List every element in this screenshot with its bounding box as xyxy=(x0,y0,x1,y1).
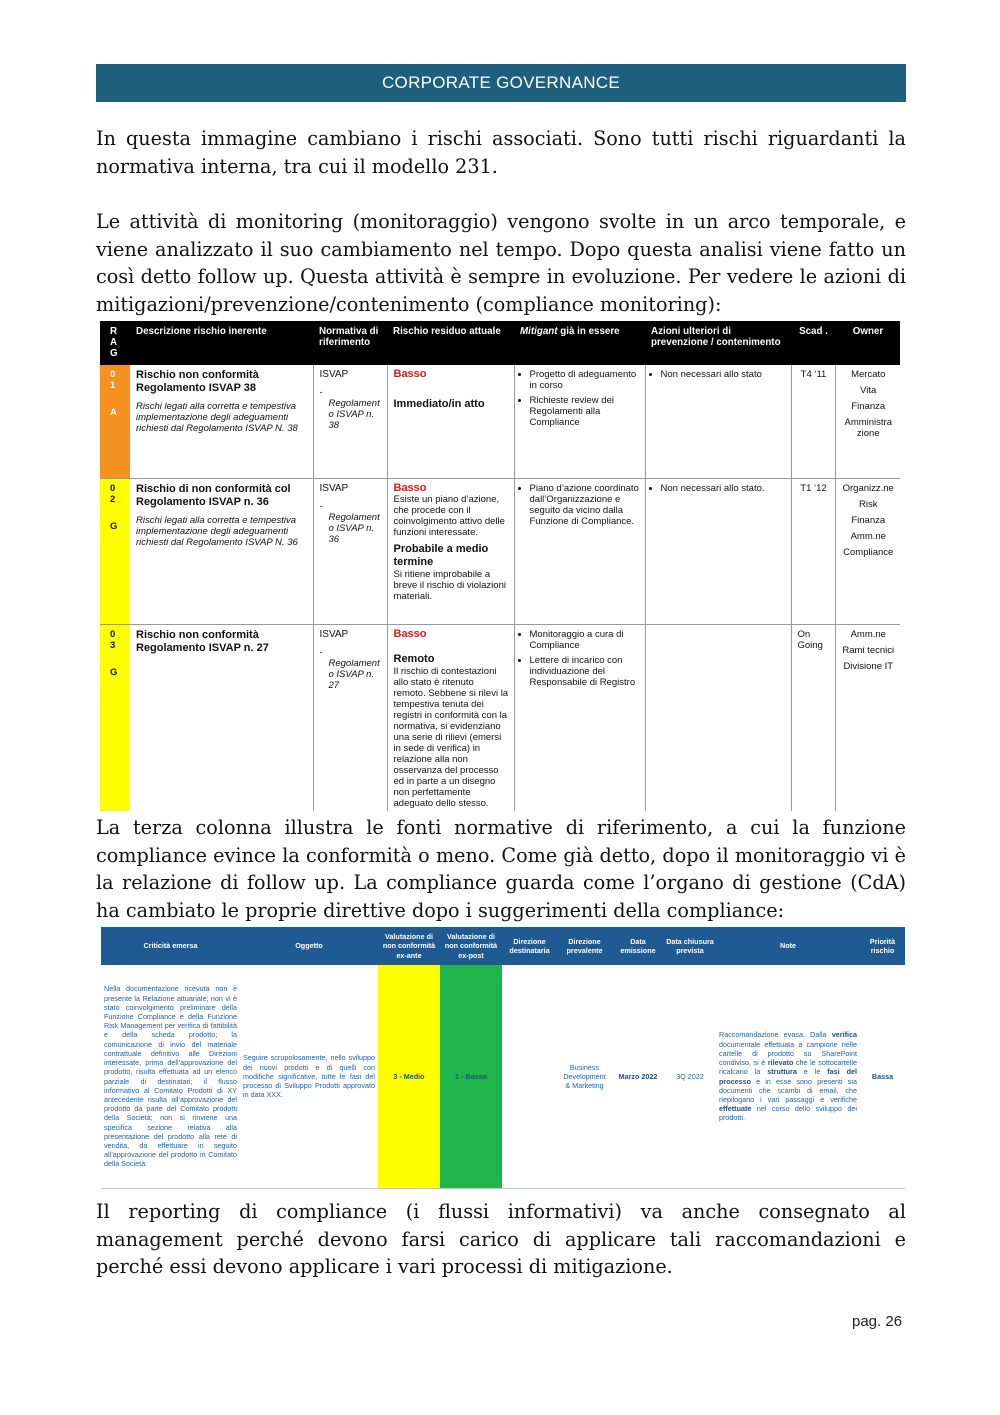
mitigant-cell xyxy=(514,365,645,478)
header-dir-prevalente: Direzione prevalente xyxy=(557,927,612,965)
norm-ref: Regolament o ISVAP n. 36 xyxy=(328,511,380,545)
chiusura-cell: 3Q 2022 xyxy=(664,965,716,1189)
rag-status: G xyxy=(110,520,118,532)
follow-up-header xyxy=(101,927,905,965)
deadline-cell: On Going xyxy=(791,624,835,811)
follow-up-table xyxy=(101,927,905,1189)
mitigant-item: • Monitoraggio a cura di Compliance xyxy=(530,629,640,651)
normativa-cell xyxy=(313,478,387,624)
rag-number: 0 2 xyxy=(110,482,116,505)
criticita-cell: Nella documentazione ricevuta non è presente la Relazione attuariale; non vi è stato coinvolgimento preliminare della Funzione Compliance e della Funzione Risk Management per verifica di fattibilità e della scheda prodotto; la comunicazione di invio del materiale contrattuale definitivo alle Direzioni interessate, prima dell’approvazione del prodotto, risulta effettuata ad un elenco parziale di destinatari; il flusso informativo al Comitato Prodotti di XY antecedente risulta all’approvazione del prodotto da parte del Comitato prodotti della Società; non si rinviene una specifica sezione relativa alla presentazione del prodotto alla rete di vendita, da effettuare in seguito all’approvazione del prodotto in Comitato della Società. xyxy=(101,965,240,1189)
mitigant-item: • Lettere di incarico con individuazione del Responsabile di Registro xyxy=(530,655,640,688)
residual-title: Probabile a medio termine xyxy=(393,542,489,568)
residual-level: Basso xyxy=(393,627,427,640)
paragraph-1: In questa immagine cambiano i rischi associati. Sono tutti rischi riguardanti la normativa interna, tra cui il modello 231. xyxy=(96,127,906,178)
rag-cell xyxy=(100,365,130,478)
header-description: Descrizione rischio inerente xyxy=(130,321,313,365)
norm-dash: - xyxy=(319,500,323,512)
residual-level: Basso xyxy=(393,481,427,494)
risk-detail: Rischi legati alla corretta e tempestiva implementazione degli adeguamenti richiesti dal Regolamento ISVAP N. 38 xyxy=(136,401,298,434)
note-cell: Raccomandazione evasa. Dalla verifica documentale effettuata a campione nelle cartelle di prodotto su SharePoint condiviso, si è rilevato che le sottocartelle ricalcano la struttura e le fasi del processo e in esse sono presenti sia documenti che scambi di email, che riepilogano i vari passaggi e verifiche effettuate nel corso dello sviluppo dei prodotti. xyxy=(716,965,860,1189)
risk-row xyxy=(100,365,900,478)
owner-cell xyxy=(835,365,900,478)
residual-note: Esiste un piano d’azione, che procede con il coinvolgimento attivo delle funzioni interessate. xyxy=(393,493,505,538)
rag-number: 0 1 xyxy=(110,369,116,391)
normativa-cell xyxy=(313,365,387,478)
residual-note: Il rischio di contestazioni allo stato è ritenuto remoto. Sebbene si rilevi la tempestiva tenuta dei registri in conformità con la normativa, si evidenziano una serie di rilievi (emersi in sede di verifica) in relazione alla non osservanza del processo ed in parte a un disegno non perfettamente adeguato dello stesso. xyxy=(393,665,509,809)
paragraph-3: La terza colonna illustra le fonti normative di riferimento, a cui la funzione compliance evince la conformità o meno. Come già detto, dopo il monitoraggio vi è la relazione di follow up. La compliance guarda come l’organo di gestione (CdA) ha cambiato le proprie direttive dopo i suggerimenti della compliance: xyxy=(96,816,906,922)
header-ex-ante: Valutazione di non conformità ex-ante xyxy=(378,927,440,965)
residual-cell xyxy=(387,624,514,811)
priorita-cell: Bassa xyxy=(860,965,905,1189)
owner-cell xyxy=(835,478,900,624)
header-criticita: Criticità emersa xyxy=(101,927,240,965)
actions-cell xyxy=(645,478,791,624)
norm-ref: Regolament o ISVAP n. 38 xyxy=(328,398,380,431)
header-owner: Owner xyxy=(835,321,900,365)
emissione-cell: Marzo 2022 xyxy=(612,965,664,1189)
norm-ref: Regolament o ISVAP n. 27 xyxy=(328,657,380,691)
header-rag: R A G xyxy=(100,321,130,365)
owner-item: Vita xyxy=(860,385,877,396)
mitigant-cell xyxy=(514,478,645,624)
owner-item: Mercato xyxy=(851,369,886,380)
header-normativa: Normativa di riferimento xyxy=(313,321,387,365)
actions-cell xyxy=(645,624,791,811)
rag-status: G xyxy=(110,666,118,678)
risk-description xyxy=(130,478,313,624)
owner-item: Finanza xyxy=(851,514,886,526)
risk-title: Rischio di non conformità col Regolamento ISVAP n. 36 xyxy=(136,482,291,508)
dir-prevalente-cell: Business Development & Marketing xyxy=(557,965,612,1189)
owner-item: Finanza xyxy=(851,401,886,412)
risk-description xyxy=(130,365,313,478)
mitigant-cell xyxy=(514,624,645,811)
action-item: • Non necessari allo stato. xyxy=(661,483,786,494)
oggetto-cell: Seguire scrupolosamente, nello sviluppo dei nuovi prodotti e di quelli con modifiche significative, tutte le fasi del processo di Sviluppo Prodotti approvato in data XXX. xyxy=(240,965,378,1189)
action-item: • Non necessari allo stato xyxy=(661,369,786,380)
residual-cell xyxy=(387,478,514,624)
residual-title: Immediato/in atto xyxy=(393,398,485,410)
header-note: Note xyxy=(716,927,860,965)
dir-destinataria-cell xyxy=(502,965,557,1189)
header-actions: Azioni ulteriori di prevenzione / contenimento xyxy=(645,321,791,365)
norm-law: ISVAP xyxy=(319,369,349,380)
owner-item: Amministra zione xyxy=(844,417,892,439)
owner-item: Organizz.ne xyxy=(842,482,894,494)
header-deadline: Scad . xyxy=(791,321,835,365)
owner-item: Divisione IT xyxy=(843,660,894,672)
risk-description xyxy=(130,624,313,811)
risk-table-header xyxy=(100,321,900,365)
rag-number: 0 3 xyxy=(110,628,116,651)
risk-row xyxy=(100,478,900,624)
risk-title: Rischio non conformità Regolamento ISVAP n. 27 xyxy=(136,628,269,654)
header-residual-risk: Rischio residuo attuale xyxy=(387,321,514,365)
owner-cell xyxy=(835,624,900,811)
deadline-cell: T1 ‘12 xyxy=(791,478,835,624)
normativa-cell xyxy=(313,624,387,811)
norm-dash: - xyxy=(319,646,323,658)
paragraph-4: Il reporting di compliance (i flussi informativi) va anche consegnato al management perché devono farsi carico di applicare tali raccomandazioni e perché essi devono applicare i vari processi di mitigazione. xyxy=(96,1200,906,1278)
norm-dash: - xyxy=(319,387,323,398)
mitigant-item: • Piano d’azione coordinato dall’Organizzazione e seguito da vicino dalla Funzione di Compliance. xyxy=(530,483,640,527)
document-header xyxy=(96,64,906,102)
header-priorita: Priorità rischio xyxy=(860,927,905,965)
owner-item: Amm.ne xyxy=(850,628,886,640)
residual-title: Remoto xyxy=(393,652,435,665)
owner-item: Amm.ne xyxy=(850,530,886,542)
residual-note: Si ritiene improbabile a breve il rischio di violazioni materiali. xyxy=(393,568,506,602)
risk-title: Rischio non conformità Regolamento ISVAP 38 xyxy=(136,369,259,394)
page-number: pag. 26 xyxy=(852,1313,903,1330)
norm-law: ISVAP xyxy=(319,482,349,494)
header-oggetto: Oggetto xyxy=(240,927,378,965)
header-dir-destinataria: Direzione destinataria xyxy=(502,927,557,965)
header-mitigant: Mitigant già in essere xyxy=(514,321,645,365)
header-chiusura: Data chiusura prevista xyxy=(664,927,716,965)
follow-up-row xyxy=(101,965,905,1189)
owner-item: Risk xyxy=(859,498,878,510)
paragraph-2: Le attività di monitoring (monitoraggio) vengono svolte in un arco temporale, e viene analizzato il suo cambiamento nel tempo. Dopo questa analisi viene fatto un così detto follow up. Questa attività è sempre in evoluzione. Per vedere le azioni di mitigazioni/prevenzione/contenimento (compliance monitoring): xyxy=(96,210,906,316)
actions-cell xyxy=(645,365,791,478)
rag-cell xyxy=(100,478,130,624)
risk-detail: Rischi legati alla corretta e tempestiva implementazione degli adeguamenti richiesti dal Regolamento ISVAP N. 36 xyxy=(136,514,298,548)
deadline-cell: T4 ‘11 xyxy=(791,365,835,478)
owner-item: Rami tecnici xyxy=(842,644,895,656)
ex-ante-cell: 3 - Medio xyxy=(378,965,440,1189)
mitigant-item: • Richieste review dei Regolamenti alla Compliance xyxy=(530,395,640,428)
rag-cell xyxy=(100,624,130,811)
norm-law: ISVAP xyxy=(319,628,349,640)
residual-level: Basso xyxy=(393,368,427,380)
header-title: CORPORATE GOVERNANCE xyxy=(381,73,621,92)
risk-monitoring-table xyxy=(100,321,900,811)
header-ex-post: Valutazione di non conformità ex-post xyxy=(440,927,502,965)
header-emissione: Data emissione xyxy=(612,927,664,965)
residual-cell xyxy=(387,365,514,478)
mitigant-item: • Progetto di adeguamento in corso xyxy=(530,369,640,391)
rag-status: A xyxy=(110,407,117,418)
ex-post-cell: 1 - Basso xyxy=(440,965,502,1189)
owner-item: Compliance xyxy=(843,546,894,558)
risk-row xyxy=(100,624,900,811)
